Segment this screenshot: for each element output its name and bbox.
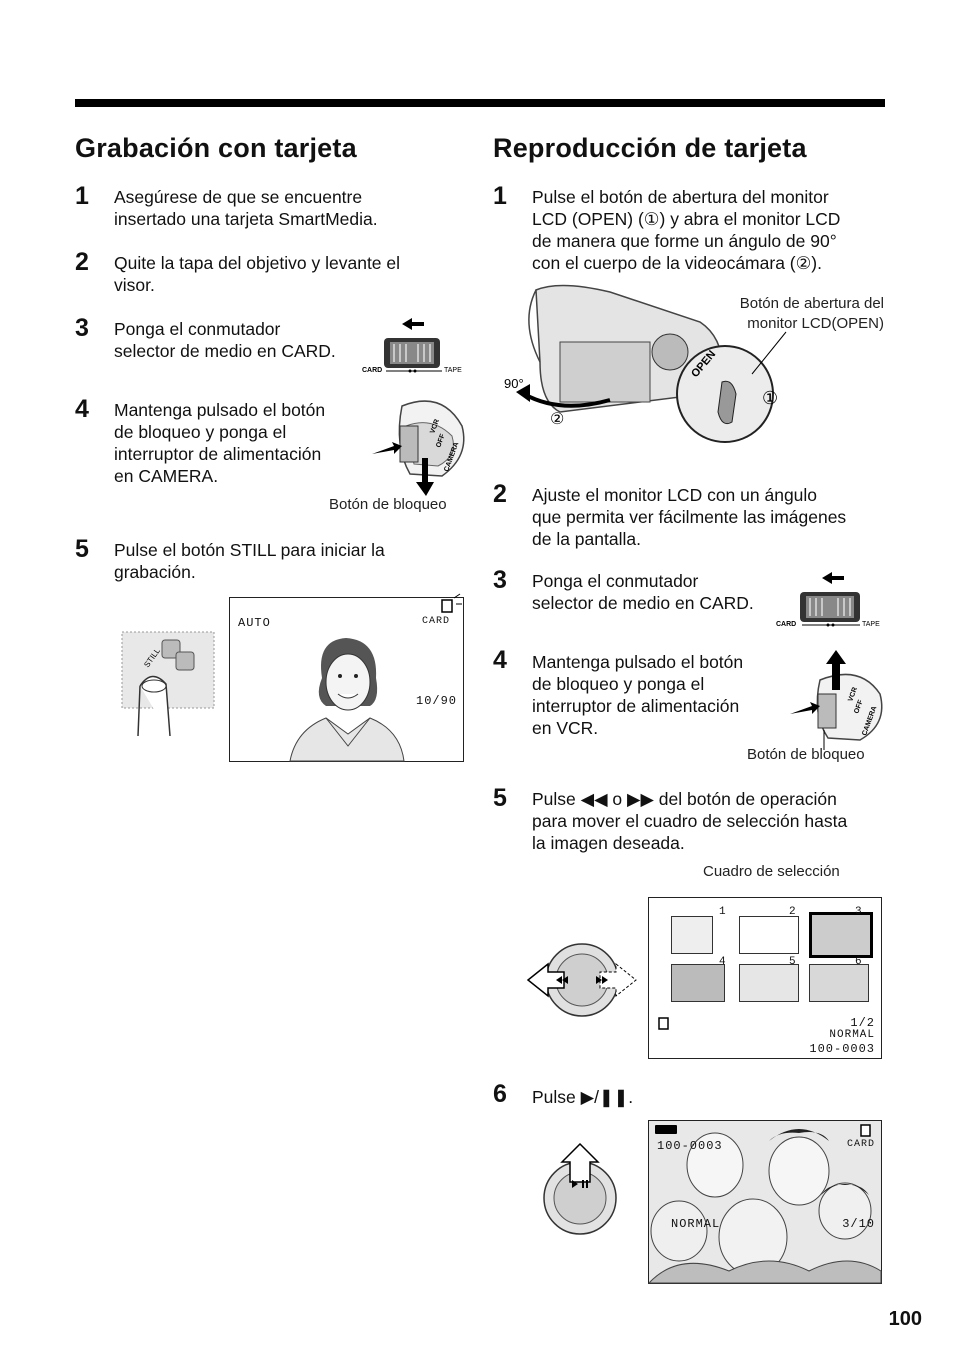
screen-card-label: CARD (422, 616, 451, 627)
play-button-illustration (540, 1142, 620, 1242)
thumb-5 (739, 964, 799, 1002)
left-title: Grabación con tarjeta (75, 133, 357, 163)
index-page: 1/2 (850, 1016, 875, 1030)
step-text: Pulse el botón STILL para iniciar la grabación. (114, 540, 385, 582)
right-title: Reproducción de tarjeta (493, 133, 807, 163)
thumb-3-selected (809, 912, 873, 958)
lock-button-caption: Botón de bloqueo (747, 746, 865, 763)
card-icon (859, 1124, 873, 1138)
svg-text:OFF: OFF (435, 433, 447, 449)
switch-tape-label: TAPE (444, 367, 462, 374)
switch-card-label: CARD (776, 621, 797, 628)
svg-text:CAMERA: CAMERA (443, 441, 461, 473)
switch-tape-label: TAPE (862, 621, 880, 628)
step-text: Mantenga pulsado el botón de bloqueo y ponga el interruptor de alimentación en VCR. (532, 652, 744, 738)
step-text: Pulse el botón de abertura del monitor LCD (OPEN) (①) y abra el monitor LCD de manera que forme un ángulo de 90° con el cuerpo de la videocámara (②). (532, 187, 841, 273)
step-text: Asegúrese de que se encuentre insertado una tarjeta SmartMedia. (114, 187, 378, 229)
card-icon (657, 1016, 671, 1032)
playback-file: 100-0003 (657, 1139, 723, 1153)
step-text: Mantenga pulsado el botón de bloqueo y ponga el interruptor de alimentación en CAMERA. (114, 400, 326, 486)
screen-auto-label: AUTO (238, 616, 271, 630)
thumb-number: 2 (789, 906, 797, 918)
card-icon (438, 594, 462, 616)
thumb-number: 5 (789, 956, 797, 968)
step-number: 6 (493, 1080, 507, 1108)
switch-card-label: CARD (362, 367, 383, 374)
svg-text:OFF: OFF (853, 699, 865, 715)
svg-text:VCR: VCR (847, 686, 859, 703)
index-mode: NORMAL (829, 1029, 875, 1041)
still-button-illustration (118, 628, 218, 738)
step-number: 1 (493, 182, 507, 210)
screen-count: 10/90 (416, 694, 458, 708)
circle-2: ② (550, 411, 565, 428)
page-number: 100 (888, 1308, 922, 1330)
recording-screen (229, 597, 464, 762)
circle-1: ① (762, 388, 779, 408)
index-screen (648, 897, 882, 1059)
svg-text:STILL: STILL (142, 646, 162, 670)
thumb-number: 4 (719, 956, 727, 968)
thumb-1 (671, 916, 713, 954)
step-number: 3 (75, 314, 89, 342)
top-rule (75, 99, 885, 107)
power-dial-illustration (790, 650, 890, 750)
selection-frame-caption: Cuadro de selección (703, 863, 840, 880)
thumb-6 (809, 964, 869, 1002)
playback-count: 3/10 (842, 1217, 875, 1231)
woman-portrait (286, 634, 406, 761)
svg-text:CAMERA: CAMERA (861, 705, 879, 737)
svg-text:VCR: VCR (429, 418, 441, 435)
step-text: Pulse ▶/❚❚. (532, 1087, 634, 1107)
power-dial-illustration (372, 396, 472, 496)
index-file: 100-0003 (809, 1042, 875, 1056)
open-label: OPEN (689, 348, 719, 380)
thumb-number: 3 (855, 906, 863, 918)
playback-mode: NORMAL (671, 1217, 721, 1231)
thumb-number: 1 (719, 906, 727, 918)
step-text: Ponga el conmutador selector de medio en CARD. (114, 319, 336, 361)
step-text: Pulse ◀◀ o ▶▶ del botón de operación para mover el cuadro de selección hasta la imagen deseada. (532, 789, 848, 853)
step-text: Ponga el conmutador selector de medio en CARD. (532, 571, 754, 613)
lock-button-caption: Botón de bloqueo (329, 496, 447, 513)
thumb-2 (739, 916, 799, 954)
media-switch-illustration (360, 314, 470, 374)
open-button-caption: Botón de abertura del monitor LCD(OPEN) (739, 295, 884, 332)
step-number: 1 (75, 182, 89, 210)
playback-screen (648, 1120, 882, 1284)
step-number: 4 (493, 646, 507, 674)
media-switch-illustration (776, 568, 886, 628)
thumb-4 (671, 964, 725, 1002)
battery-icon (655, 1125, 677, 1134)
step-text: Ajuste el monitor LCD con un ángulo que permita ver fácilmente las imágenes de la pantalla. (532, 485, 847, 549)
step-number: 2 (493, 480, 507, 508)
step-number: 4 (75, 395, 89, 423)
step-text: Quite la tapa del objetivo y levante el visor. (114, 253, 401, 295)
step-number: 3 (493, 566, 507, 594)
angle-label: 90° (504, 376, 524, 391)
playback-card-label: CARD (846, 1139, 875, 1150)
step-number: 5 (75, 535, 89, 563)
step-number: 5 (493, 784, 507, 812)
operation-dial-illustration (524, 938, 640, 1022)
step-number: 2 (75, 248, 89, 276)
thumb-number: 6 (855, 956, 863, 968)
